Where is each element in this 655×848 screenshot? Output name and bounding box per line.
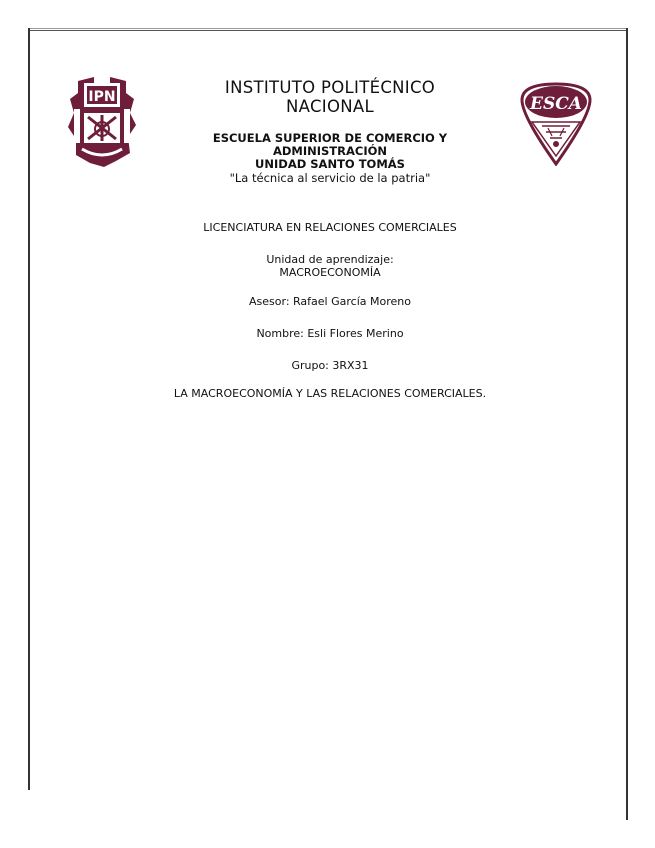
- page-top-border: [28, 30, 628, 31]
- institution-title-line-2: NACIONAL: [286, 97, 374, 116]
- page-right-border: [626, 28, 628, 820]
- learning-unit-label: Unidad de aprendizaje:: [266, 253, 394, 266]
- school-name: [130, 132, 530, 171]
- group-code: Grupo: 3RX31: [291, 359, 369, 372]
- svg-text:ESCA: ESCA: [530, 94, 582, 114]
- school-name-line-3: UNIDAD SANTO TOMÁS: [255, 157, 405, 171]
- document-topic: LA MACROECONOMÍA Y LAS RELACIONES COMERCIALES.: [173, 387, 487, 400]
- school-name-line-2: ADMINISTRACIÓN: [272, 144, 388, 158]
- svg-text:IPN: IPN: [88, 89, 116, 105]
- page-left-border: [28, 28, 30, 790]
- learning-unit: [130, 253, 530, 279]
- motto: "La técnica al servicio de la patria": [229, 171, 431, 185]
- student-name: Nombre: Esli Flores Merino: [256, 327, 404, 340]
- institution-title: [130, 78, 530, 116]
- advisor-name: Asesor: Rafael García Moreno: [249, 295, 411, 308]
- program-name: LICENCIATURA EN RELACIONES COMERCIALES: [203, 221, 457, 234]
- institution-title-line-1: INSTITUTO POLITÉCNICO: [224, 78, 436, 97]
- learning-unit-value: MACROECONOMÍA: [279, 266, 381, 279]
- ipn-logo-icon: [64, 73, 140, 169]
- school-name-line-1: ESCUELA SUPERIOR DE COMERCIO Y: [212, 131, 448, 145]
